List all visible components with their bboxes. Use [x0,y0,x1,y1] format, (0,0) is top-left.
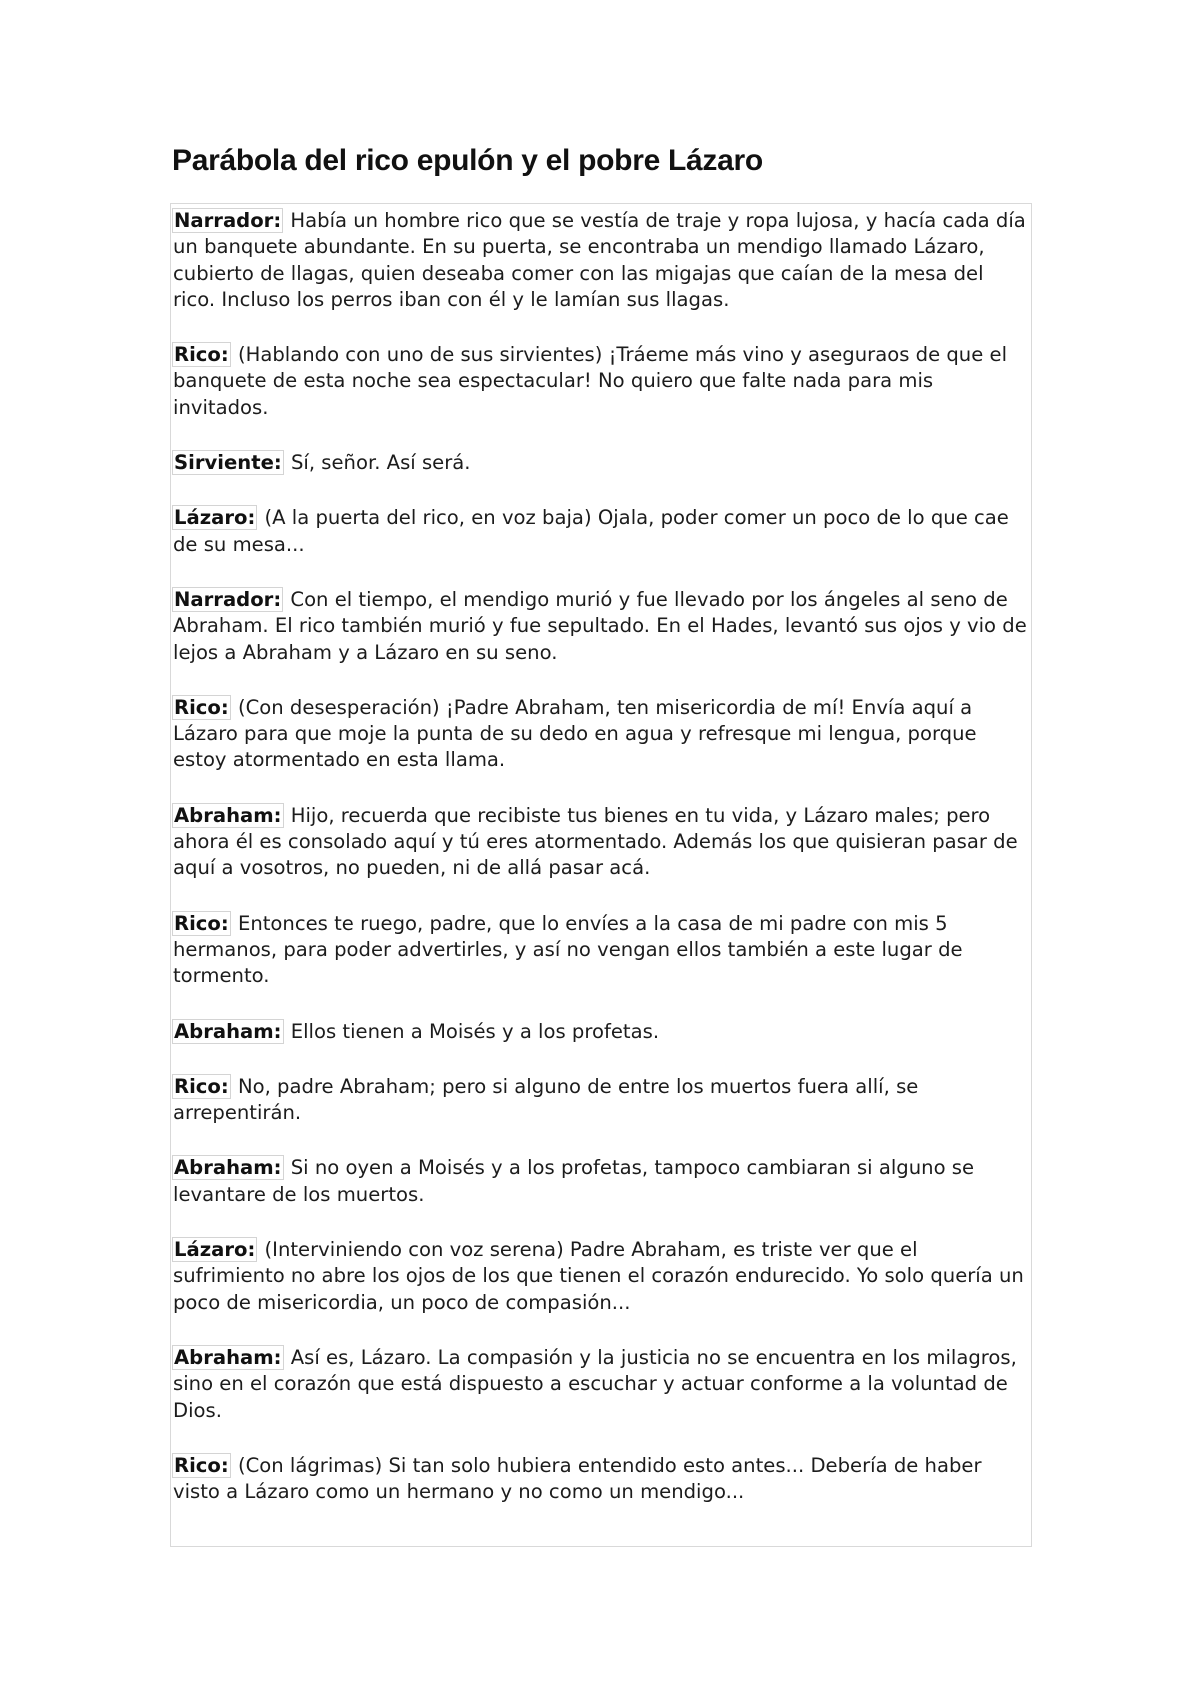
dialogue-text: No, padre Abraham; pero si alguno de entre los muertos fuera allí, se arrepentirán. [173,1074,919,1125]
dialogue-line [173,1345,1029,1424]
dialogue-text: Había un hombre rico que se vestía de traje y ropa lujosa, y hacía cada día un banquete abundante. En su puerta, se encontraba un mendigo llamado Lázaro, cubierto de llagas, quien deseaba comer con las migajas que caían de la mesa del rico. Incluso los perros iban con él y le lamían sus llagas. [173,209,1026,311]
dialogue-line [173,208,1029,313]
speaker-label: Abraham: [174,803,282,827]
dialogue-text: (Con lágrimas) Si tan solo hubiera entendido esto antes... Debería de haber visto a Lázaro como un hermano y no como un mendigo... [173,1453,982,1504]
speaker-label: Abraham: [174,1019,282,1043]
dialogue-text: Sí, señor. Así será. [290,451,471,475]
dialogue-text: (Con desesperación) ¡Padre Abraham, ten misericordia de mí! Envía aquí a Lázaro para que moje la punta de su dedo en agua y refresque mi lengua, porque estoy atormentado en esta llama. [173,695,977,772]
dialogue-text: Con el tiempo, el mendigo murió y fue llevado por los ángeles al seno de Abraham. El rico también murió y fue sepultado. En el Hades, levantó sus ojos y vio de lejos a Abraham y a Lázaro en su seno. [173,587,1027,664]
speaker-label: Rico: [174,1453,229,1477]
document-title: Parábola del rico epulón y el pobre Lázaro [172,144,763,177]
speaker-label: Rico: [174,695,229,719]
speaker-label: Abraham: [174,1345,282,1369]
dialogue-line [173,911,1029,990]
dialogue-line [173,1453,1029,1506]
speaker-label: Rico: [174,1074,229,1098]
dialogue-line [173,450,1029,476]
speaker-label: Narrador: [174,209,282,232]
dialogue-text: Así es, Lázaro. La compasión y la justicia no se encuentra en los milagros, sino en el corazón que está dispuesto a escuchar y actuar conforme a la voluntad de Dios. [173,1345,1017,1422]
speaker-label: Narrador: [174,587,282,611]
dialogue-line [173,803,1029,882]
speaker-label: Rico: [174,911,229,935]
dialogue-line [173,1074,1029,1127]
dialogue-box [170,203,1032,1547]
dialogue-text: Hijo, recuerda que recibiste tus bienes en tu vida, y Lázaro males; pero ahora él es consolado aquí y tú eres atormentado. Además los que quisieran pasar de aquí a vosotros, no pueden, ni de allá pasar acá. [173,803,1018,880]
speaker-label: Lázaro: [174,1238,256,1262]
dialogue-line [173,1155,1029,1208]
dialogue-text: Entonces te ruego, padre, que lo envíes a la casa de mi padre con mis 5 hermanos, para poder advertirles, y así no vengan ellos también a este lugar de tormento. [173,911,963,988]
dialogue-line [173,587,1029,666]
dialogue-line [173,1019,1029,1045]
dialogue-text: (Hablando con uno de sus sirvientes) ¡Tráeme más vino y aseguraos de que el banquete de esta noche sea espectacular! No quiero que falte nada para mis invitados. [173,343,1008,419]
speaker-label: Lázaro: [174,506,256,530]
dialogue-text: Si no oyen a Moisés y a los profetas, tampoco cambiaran si alguno se levantare de los muertos. [173,1156,975,1206]
speaker-label: Sirviente: [174,451,282,475]
dialogue-line [173,1237,1029,1316]
dialogue-line [173,505,1029,558]
dialogue-line [173,695,1029,774]
speaker-label: Abraham: [174,1156,282,1180]
dialogue-text: Ellos tienen a Moisés y a los profetas. [290,1019,660,1043]
speaker-label: Rico: [174,343,229,367]
dialogue-text: (A la puerta del rico, en voz baja) Ojala, poder comer un poco de lo que cae de su mesa... [173,506,1009,556]
dialogue-line [173,342,1029,421]
dialogue-text: (Interviniendo con voz serena) Padre Abraham, es triste ver que el sufrimiento no abre los ojos de los que tienen el corazón endurecido. Yo solo quería un poco de misericordia, un poco de compasión... [173,1238,1024,1314]
